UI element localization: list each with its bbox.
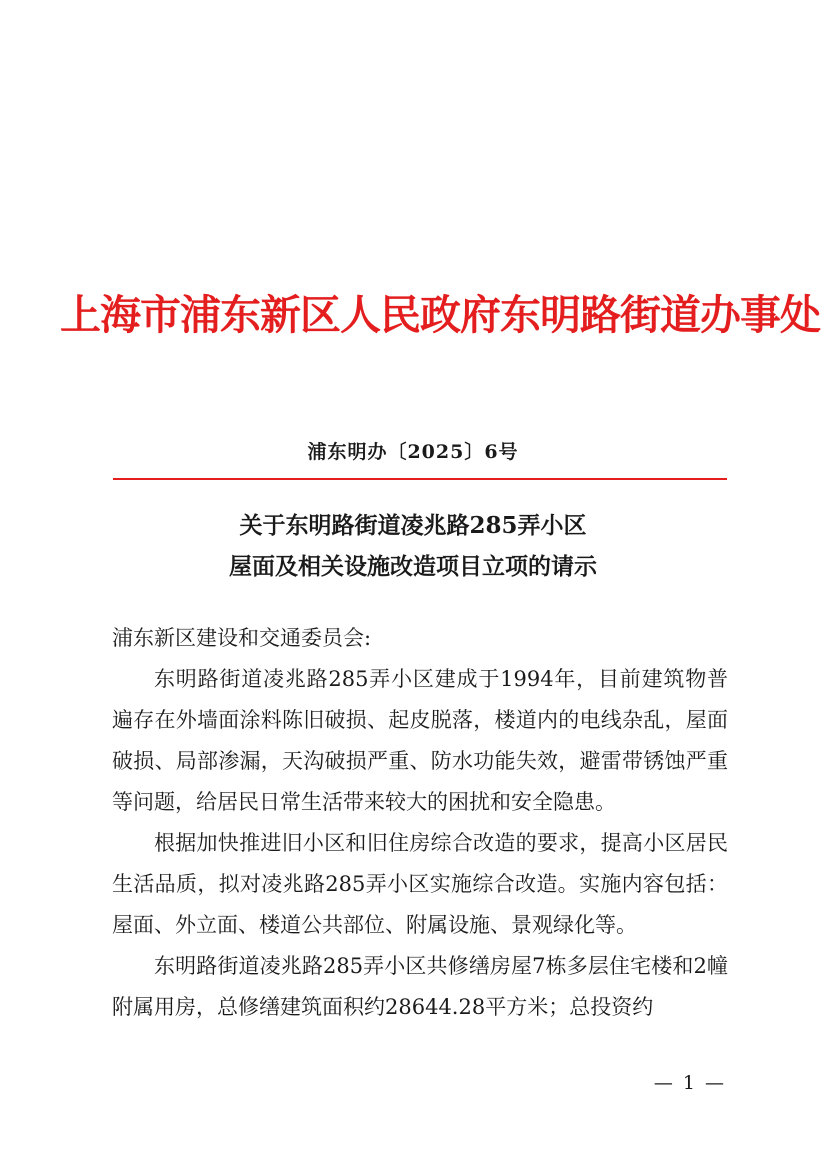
body-paragraph-2: 根据加快推进旧小区和旧住房综合改造的要求，提高小区居民生活品质，拟对凌兆路285弄小区实施综合改造。实施内容包括：屋面、外立面、楼道公共部位、附属设施、景观绿化等。 <box>112 831 728 937</box>
document-title-line-1: 关于东明路街道凌兆路285弄小区 <box>239 512 587 539</box>
document-number: 浦东明办〔2025〕6号 <box>307 441 519 463</box>
page-number: — 1 — <box>653 1072 726 1094</box>
body-paragraph-1: 东明路街道凌兆路285弄小区建成于1994年，目前建筑物普遍存在外墙面涂料陈旧破损、起皮脱落，楼道内的电线杂乱，屋面破损、局部渗漏，天沟破损严重、防水功能失效，避雷带锈蚀严重等问题，给居民日常生活带来较大的困扰和安全隐患。 <box>112 667 728 814</box>
document-title-line-2: 屋面及相关设施改造项目立项的请示 <box>229 553 597 580</box>
red-divider <box>113 478 727 480</box>
salutation: 浦东新区建设和交通委员会: <box>112 626 372 650</box>
document-body <box>112 618 728 1028</box>
issuer-header: 上海市浦东新区人民政府东明路街道办事处 <box>60 291 820 339</box>
body-paragraph-3: 东明路街道凌兆路285弄小区共修缮房屋7栋多层住宅楼和2幢附属用房，总修缮建筑面积约28644.28平方米；总投资约 <box>112 954 728 1019</box>
